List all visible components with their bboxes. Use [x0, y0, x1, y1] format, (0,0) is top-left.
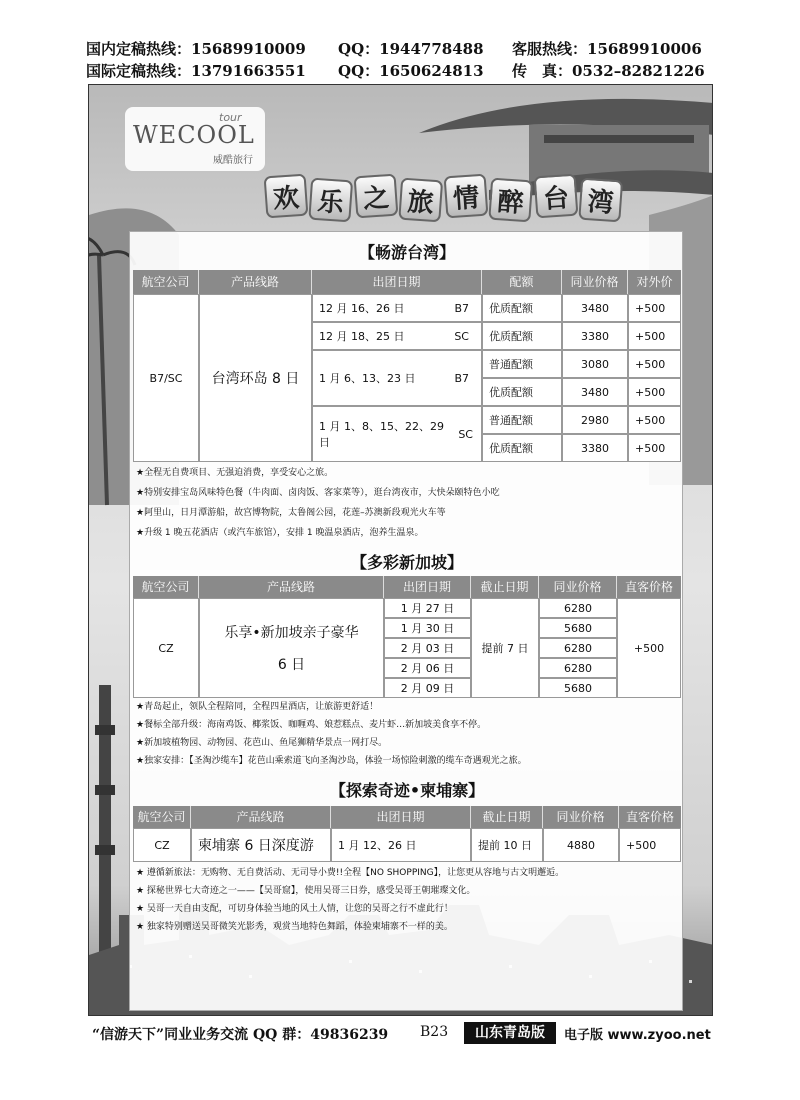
price: 3380	[562, 434, 628, 462]
content-panel	[129, 231, 683, 1011]
banner-char: 之	[354, 174, 399, 219]
th-direct-price: 直客价格	[624, 580, 673, 594]
singapore-note: ★新加坡植物园、动物园、花芭山、鱼尾狮精华景点一网打尽。	[136, 738, 388, 748]
singapore-table-header	[133, 576, 681, 598]
th-date: 出团日期	[384, 576, 471, 598]
cambodia-note: ★ 吴哥一天自由支配，可切身体验当地的风土人情，让您的吴哥之行不虚此行！	[136, 904, 453, 914]
sg-date: 1 月 27 日	[384, 598, 471, 618]
taiwan-note: ★全程无自费项目、无强迫消费，享受安心之旅。	[136, 468, 334, 478]
th-deadline: 截止日期	[471, 576, 539, 598]
wecool-logo	[125, 107, 265, 171]
footer-page: B23	[420, 1024, 449, 1040]
banner-char: 乐	[308, 178, 353, 223]
title-banner	[265, 175, 622, 217]
price: 3380	[562, 322, 628, 350]
logo-tour-text: tour	[219, 111, 242, 124]
banner-char: 旅	[398, 178, 443, 223]
edition-badge: 山东青岛版	[464, 1022, 556, 1044]
th-route: 产品线路	[199, 270, 312, 294]
taiwan-table-header	[133, 270, 681, 294]
th-deadline: 截止日期	[471, 806, 543, 828]
date: 1 月 1、8、15、22、29 日	[319, 420, 444, 449]
th-airline: 航空公司	[133, 576, 199, 598]
taiwan-date-row	[312, 406, 482, 462]
sg-direct-price: +500	[617, 598, 681, 698]
price: 3480	[562, 378, 628, 406]
sg-price: 6280	[539, 638, 617, 658]
logo-cn: 威酷旅行	[213, 155, 253, 166]
th-price: 同业价格	[543, 806, 619, 828]
sg-price: 5680	[539, 618, 617, 638]
flyer	[88, 84, 713, 1016]
sg-date: 2 月 09 日	[384, 678, 471, 698]
sg-price: 5680	[539, 678, 617, 698]
kh-date: 1 月 12、26 日	[331, 828, 471, 862]
th-route: 产品线路	[191, 806, 331, 828]
taiwan-note: ★特别安排宝岛风味特色餐（牛肉面、卤肉饭、客家菜等），逛台湾夜市，大快朵颐特色小吃	[136, 488, 500, 498]
logo-brand: WECOOL	[133, 121, 255, 149]
quota: 优质配额	[482, 378, 562, 406]
sg-date: 1 月 30 日	[384, 618, 471, 638]
singapore-note: ★青岛起止，领队全程陪同，全程四星酒店，让旅游更舒适！	[136, 702, 379, 712]
singapore-airline: CZ	[133, 598, 199, 698]
th-date: 出团日期	[331, 806, 471, 828]
ext-price: +500	[628, 406, 681, 434]
kh-route: 柬埔寨 6 日深度游	[191, 828, 331, 862]
code: SC	[454, 329, 469, 343]
singapore-note: ★独家安排：【圣淘沙缆车】花芭山乘索道飞向圣淘沙岛，体验一场惊险刺激的缆车奇遇观光之旅。	[136, 756, 527, 766]
date: 1 月 6、13、23 日	[319, 372, 416, 385]
th-route: 产品线路	[199, 576, 384, 598]
th-quota: 配额	[482, 270, 562, 294]
ext-price: +500	[628, 294, 681, 322]
sg-deadline: 提前 7 日	[471, 598, 539, 698]
th-date: 出团日期	[312, 270, 482, 294]
ext-price: +500	[628, 350, 681, 378]
banner-char: 情	[444, 174, 489, 219]
th-ext: 对外价	[636, 275, 673, 289]
taiwan-note: ★阿里山，日月潭游船，故宫博物院，太鲁阁公园，花莲–苏澳新段观光火车等	[136, 508, 446, 518]
taiwan-date-row	[312, 322, 482, 350]
taiwan-date-row	[312, 294, 482, 322]
banner-char: 欢	[264, 174, 309, 219]
sg-date: 2 月 03 日	[384, 638, 471, 658]
quota: 普通配额	[482, 350, 562, 378]
banner-char: 醉	[488, 178, 533, 223]
quota: 优质配额	[482, 322, 562, 350]
th-airline: 航空公司	[133, 806, 191, 828]
code: SC	[458, 427, 473, 441]
quota: 普通配额	[482, 406, 562, 434]
ext-price: +500	[628, 378, 681, 406]
kh-direct-price: +500	[619, 828, 681, 862]
ext-price: +500	[628, 322, 681, 350]
taiwan-title: 【畅游台湾】	[358, 243, 455, 262]
ext-price: +500	[628, 434, 681, 462]
taiwan-note: ★升级 1 晚五花酒店（或汽车旅馆），安排 1 晚温泉酒店，泡养生温泉。	[136, 528, 424, 538]
code: B7	[454, 301, 469, 315]
singapore-route	[199, 598, 384, 698]
kh-airline: CZ	[133, 828, 191, 862]
th-airline: 航空公司	[133, 270, 199, 294]
sg-price: 6280	[539, 598, 617, 618]
th-price: 同业价格	[562, 270, 628, 294]
fax: 传 真：0532–82821226	[512, 62, 705, 80]
route-line: 乐享•新加坡亲子豪华	[224, 625, 359, 641]
quota: 优质配额	[482, 434, 562, 462]
kh-price: 4880	[543, 828, 619, 862]
sg-date: 2 月 06 日	[384, 658, 471, 678]
domestic-hotline: 国内定稿热线：15689910009	[86, 40, 306, 58]
cambodia-note: ★ 独家特别赠送吴哥微笑光影秀，观赏当地特色舞蹈，体验柬埔寨不一样的美。	[136, 922, 453, 932]
service-hotline: 客服热线：15689910006	[512, 40, 702, 58]
price: 3080	[562, 350, 628, 378]
singapore-note: ★餐标全部升级：海南鸡饭、椰浆饭、咖喱鸡、娘惹糕点、麦片虾…新加坡美食享不停。	[136, 720, 487, 730]
th-direct-price: 直客价格	[625, 810, 674, 824]
date: 12 月 18、25 日	[319, 330, 405, 343]
quota: 优质配额	[482, 294, 562, 322]
qq-1: QQ：1944778488	[338, 40, 484, 58]
kh-deadline: 提前 10 日	[471, 828, 543, 862]
banner-char: 湾	[578, 178, 623, 223]
price: 2980	[562, 406, 628, 434]
sg-price: 6280	[539, 658, 617, 678]
th-price: 同业价格	[539, 576, 617, 598]
international-hotline: 国际定稿热线：13791663551	[86, 62, 306, 80]
footer-site: 电子版 www.zyoo.net	[564, 1028, 711, 1043]
taiwan-date-row	[312, 350, 482, 406]
route-line: 6 日	[277, 657, 306, 673]
qq-2: QQ：1650624813	[338, 62, 484, 80]
cambodia-title: 【探索奇迹•柬埔寨】	[329, 781, 485, 800]
banner-char: 台	[534, 174, 579, 219]
cambodia-table-header	[133, 806, 681, 828]
cambodia-note: ★ 遵循新旅法：无购物、无自费活动、无司导小费!!全程【NO SHOPPING】，让您更从容地与古文明邂逅。	[136, 868, 565, 878]
cambodia-note: ★ 探秘世界七大奇迹之一——【吴哥窟】，使用吴哥三日券，感受吴哥王朝璀璨文化。	[136, 886, 476, 896]
footer-qq-group: “信游天下”同业业务交流 QQ 群：49836239	[92, 1027, 389, 1043]
date: 12 月 16、26 日	[319, 302, 405, 315]
taiwan-route: 台湾环岛 8 日	[199, 294, 312, 462]
price: 3480	[562, 294, 628, 322]
singapore-title: 【多彩新加坡】	[350, 553, 463, 572]
taiwan-airline: B7/SC	[133, 294, 199, 462]
code: B7	[454, 371, 469, 385]
